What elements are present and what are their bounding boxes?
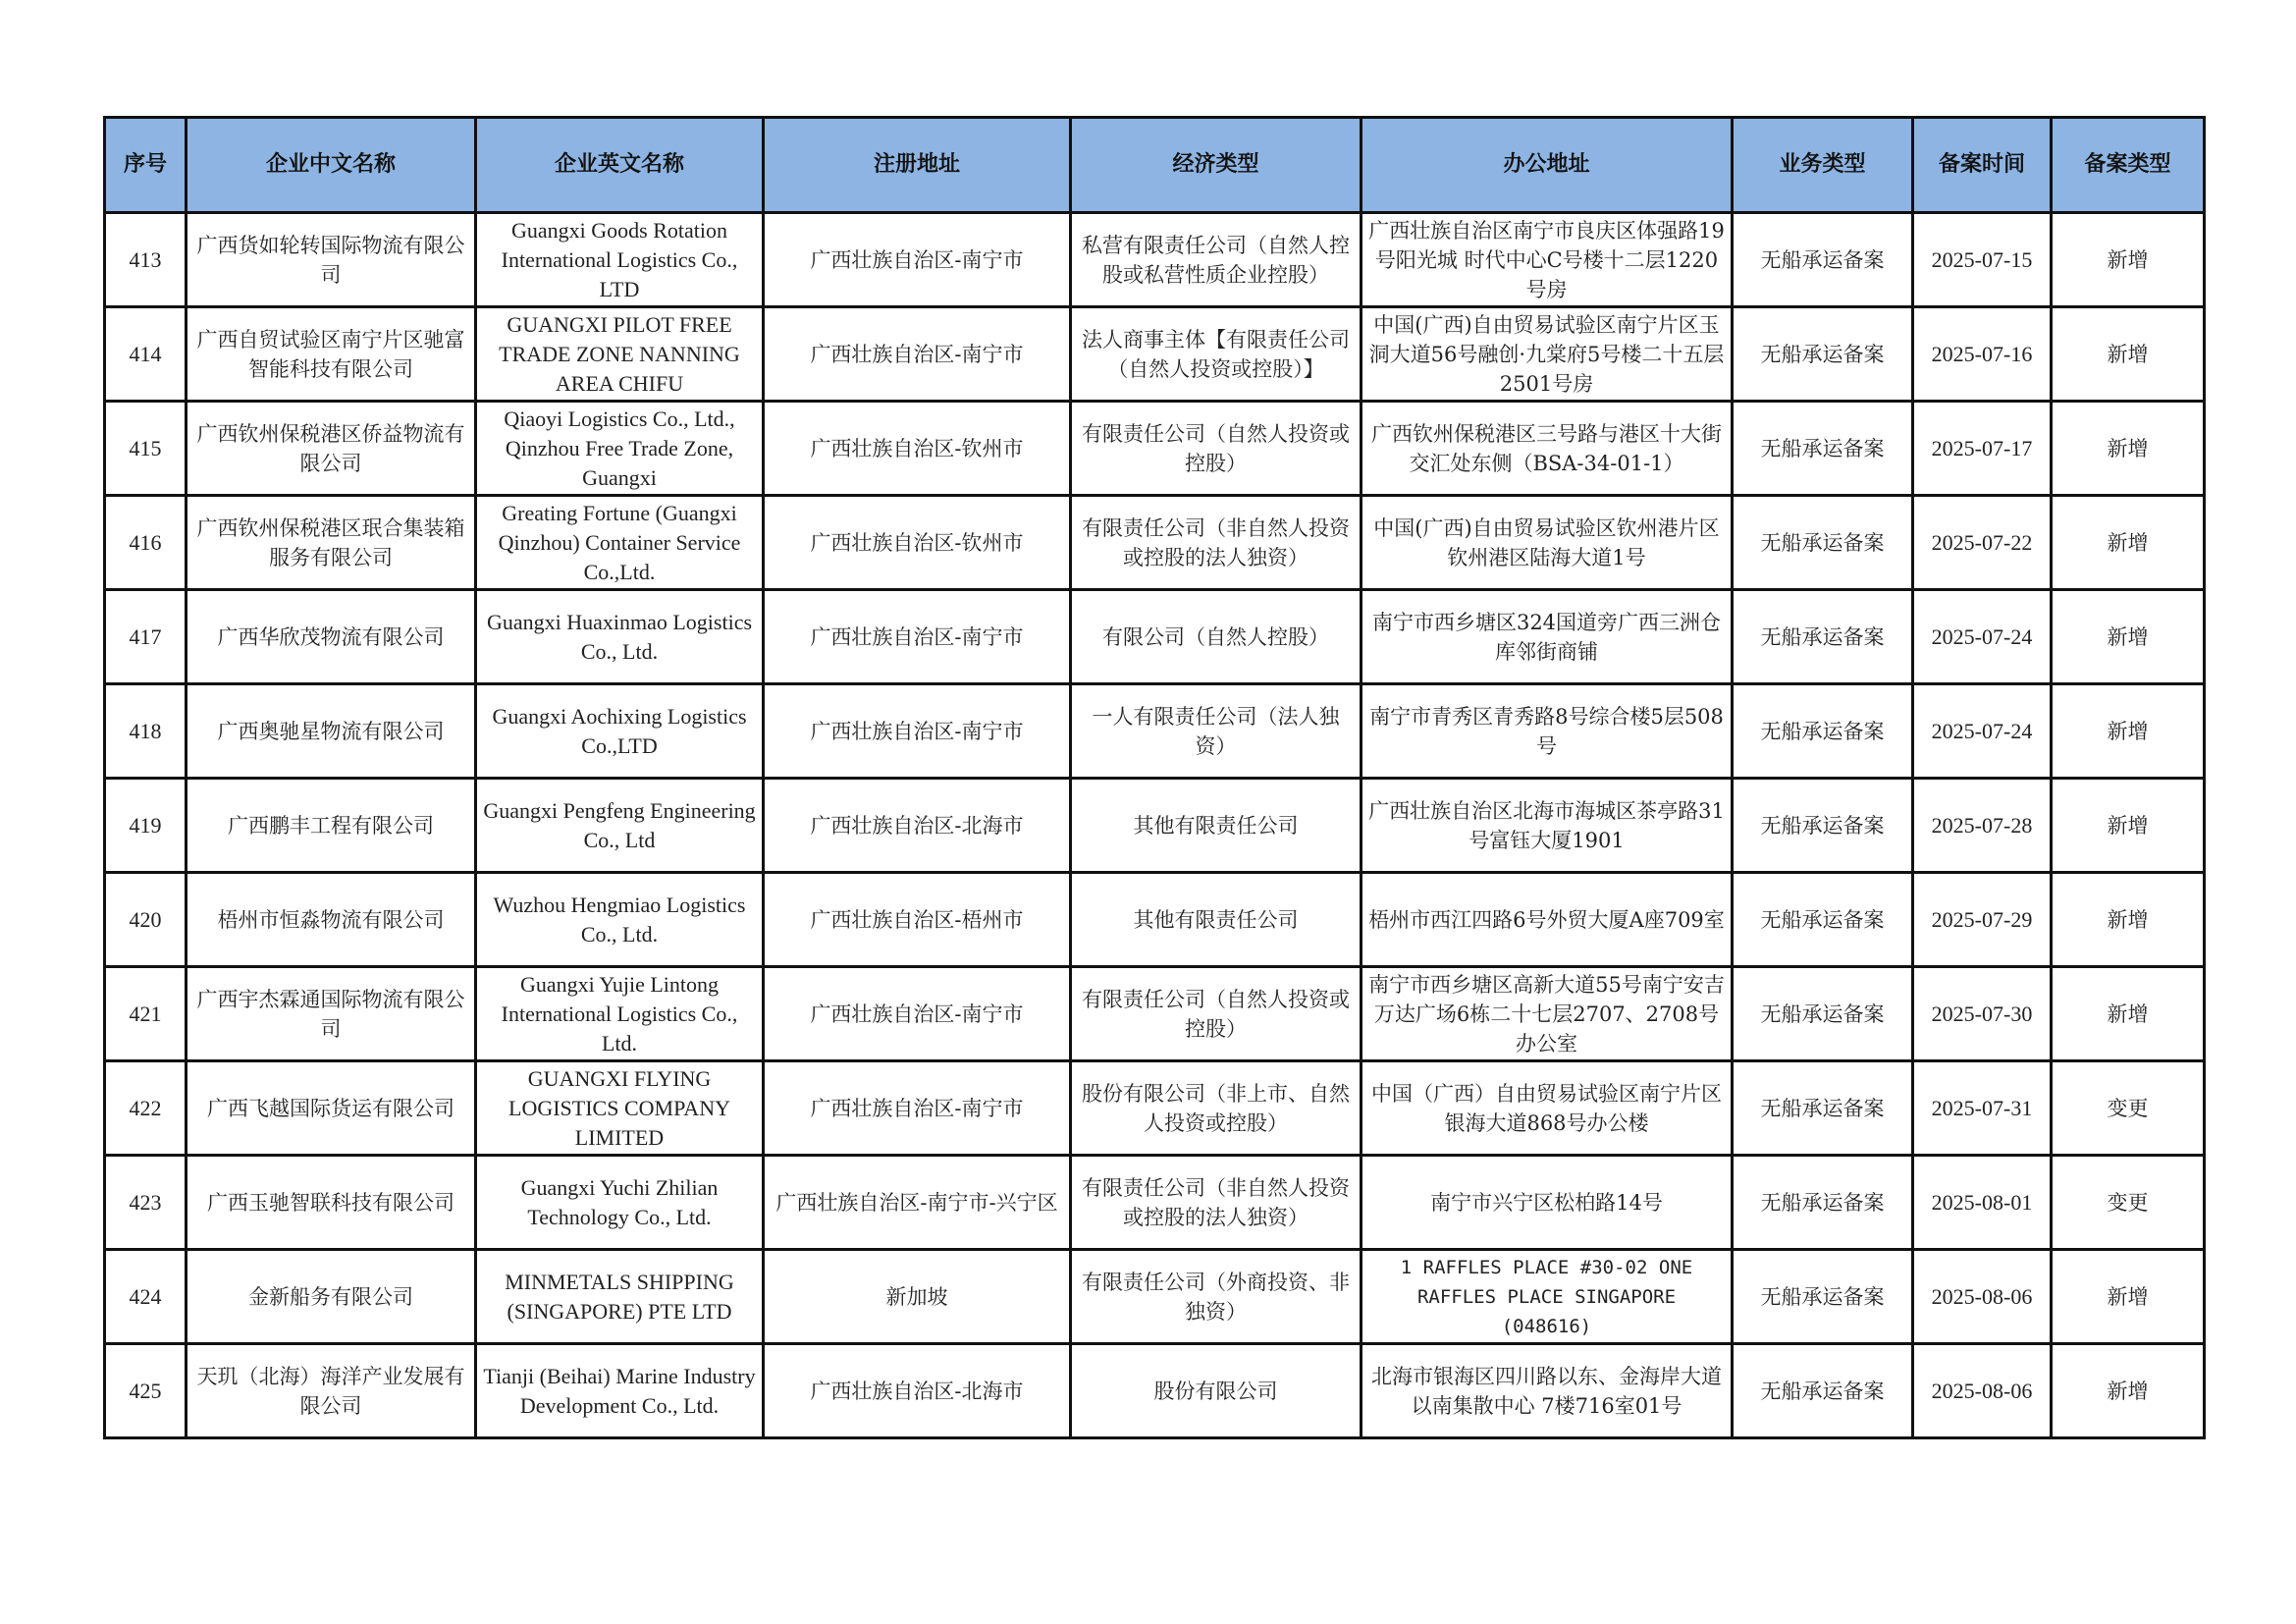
cell-company-name-en: Guangxi Huaxinmao Logistics Co., Ltd. bbox=[476, 590, 764, 684]
cell-filing-date: 2025-07-15 bbox=[1913, 213, 2052, 307]
cell-company-name-en: Guangxi Aochixing Logistics Co.,LTD bbox=[476, 684, 764, 779]
header-business-type: 业务类型 bbox=[1733, 118, 1913, 213]
cell-company-name-cn: 广西华欣茂物流有限公司 bbox=[187, 590, 476, 684]
cell-filing-type: 新增 bbox=[2052, 402, 2205, 496]
cell-company-name-en: Qiaoyi Logistics Co., Ltd., Qinzhou Free Trade Zone, Guangxi bbox=[476, 402, 764, 496]
cell-company-name-en: Tianji (Beihai) Marine Industry Development Co., Ltd. bbox=[476, 1344, 764, 1438]
cell-business-type: 无船承运备案 bbox=[1733, 1344, 1913, 1438]
cell-company-name-en: Greating Fortune (Guangxi Qinzhou) Container Service Co.,Ltd. bbox=[476, 496, 764, 590]
cell-filing-date: 2025-08-06 bbox=[1913, 1344, 2052, 1438]
cell-company-name-en: Guangxi Yuchi Zhilian Technology Co., Ltd. bbox=[476, 1156, 764, 1250]
cell-seq: 423 bbox=[105, 1156, 187, 1250]
cell-company-name-en: Wuzhou Hengmiao Logistics Co., Ltd. bbox=[476, 873, 764, 967]
cell-company-name-en: Guangxi Goods Rotation International Logistics Co., LTD bbox=[476, 213, 764, 307]
cell-business-type: 无船承运备案 bbox=[1733, 967, 1913, 1061]
cell-filing-type: 新增 bbox=[2052, 967, 2205, 1061]
cell-economic-type: 一人有限责任公司（法人独资） bbox=[1071, 684, 1362, 779]
cell-filing-type: 变更 bbox=[2052, 1156, 2205, 1250]
table-row bbox=[105, 684, 2205, 779]
cell-business-type: 无船承运备案 bbox=[1733, 307, 1913, 402]
cell-filing-type: 新增 bbox=[2052, 1250, 2205, 1344]
cell-company-name-cn: 广西鹏丰工程有限公司 bbox=[187, 779, 476, 873]
cell-filing-date: 2025-07-22 bbox=[1913, 496, 2052, 590]
cell-business-type: 无船承运备案 bbox=[1733, 213, 1913, 307]
table-row bbox=[105, 307, 2205, 402]
cell-office-address: 中国(广西)自由贸易试验区南宁片区玉洞大道56号融创·九棠府5号楼二十五层2501号房 bbox=[1362, 307, 1733, 402]
cell-filing-type: 新增 bbox=[2052, 590, 2205, 684]
cell-filing-date: 2025-08-01 bbox=[1913, 1156, 2052, 1250]
cell-registered-address: 广西壮族自治区-钦州市 bbox=[764, 402, 1071, 496]
cell-business-type: 无船承运备案 bbox=[1733, 1156, 1913, 1250]
cell-filing-date: 2025-07-29 bbox=[1913, 873, 2052, 967]
header-filing-type: 备案类型 bbox=[2052, 118, 2205, 213]
cell-filing-type: 新增 bbox=[2052, 213, 2205, 307]
cell-filing-type: 新增 bbox=[2052, 873, 2205, 967]
cell-business-type: 无船承运备案 bbox=[1733, 779, 1913, 873]
cell-company-name-cn: 广西货如轮转国际物流有限公司 bbox=[187, 213, 476, 307]
cell-registered-address: 广西壮族自治区-北海市 bbox=[764, 1344, 1071, 1438]
cell-seq: 420 bbox=[105, 873, 187, 967]
cell-registered-address: 广西壮族自治区-南宁市 bbox=[764, 1061, 1071, 1156]
filing-table bbox=[103, 116, 2206, 1439]
cell-registered-address: 广西壮族自治区-南宁市 bbox=[764, 684, 1071, 779]
table-body bbox=[105, 213, 2205, 1438]
cell-business-type: 无船承运备案 bbox=[1733, 402, 1913, 496]
cell-registered-address: 广西壮族自治区-南宁市 bbox=[764, 213, 1071, 307]
cell-filing-date: 2025-07-24 bbox=[1913, 684, 2052, 779]
cell-filing-date: 2025-07-30 bbox=[1913, 967, 2052, 1061]
cell-office-address: 南宁市西乡塘区324国道旁广西三洲仓库邻街商铺 bbox=[1362, 590, 1733, 684]
cell-seq: 414 bbox=[105, 307, 187, 402]
cell-company-name-en: GUANGXI PILOT FREE TRADE ZONE NANNING AREA CHIFU bbox=[476, 307, 764, 402]
cell-registered-address: 广西壮族自治区-南宁市 bbox=[764, 307, 1071, 402]
cell-seq: 422 bbox=[105, 1061, 187, 1156]
cell-seq: 421 bbox=[105, 967, 187, 1061]
cell-economic-type: 有限公司（自然人控股） bbox=[1071, 590, 1362, 684]
cell-company-name-cn: 广西奥驰星物流有限公司 bbox=[187, 684, 476, 779]
cell-company-name-en: Guangxi Yujie Lintong International Logistics Co., Ltd. bbox=[476, 967, 764, 1061]
cell-company-name-en: Guangxi Pengfeng Engineering Co., Ltd bbox=[476, 779, 764, 873]
cell-company-name-cn: 广西钦州保税港区侨益物流有限公司 bbox=[187, 402, 476, 496]
cell-economic-type: 其他有限责任公司 bbox=[1071, 779, 1362, 873]
cell-economic-type: 有限责任公司（非自然人投资或控股的法人独资） bbox=[1071, 1156, 1362, 1250]
table-row bbox=[105, 1250, 2205, 1344]
cell-filing-date: 2025-07-31 bbox=[1913, 1061, 2052, 1156]
cell-business-type: 无船承运备案 bbox=[1733, 1250, 1913, 1344]
table-row bbox=[105, 402, 2205, 496]
cell-office-address: 南宁市兴宁区松柏路14号 bbox=[1362, 1156, 1733, 1250]
cell-company-name-cn: 梧州市恒淼物流有限公司 bbox=[187, 873, 476, 967]
table-row bbox=[105, 779, 2205, 873]
cell-company-name-cn: 天玑（北海）海洋产业发展有限公司 bbox=[187, 1344, 476, 1438]
table-row bbox=[105, 967, 2205, 1061]
table-row bbox=[105, 873, 2205, 967]
cell-filing-date: 2025-07-17 bbox=[1913, 402, 2052, 496]
cell-office-address: 1 RAFFLES PLACE #30-02 ONE RAFFLES PLACE SINGAPORE (048616) bbox=[1362, 1250, 1733, 1344]
cell-economic-type: 股份有限公司（非上市、自然人投资或控股） bbox=[1071, 1061, 1362, 1156]
cell-seq: 413 bbox=[105, 213, 187, 307]
table-row bbox=[105, 1344, 2205, 1438]
header-economic-type: 经济类型 bbox=[1071, 118, 1362, 213]
table-row bbox=[105, 590, 2205, 684]
cell-company-name-cn: 广西宇杰霖通国际物流有限公司 bbox=[187, 967, 476, 1061]
cell-filing-type: 新增 bbox=[2052, 684, 2205, 779]
cell-office-address: 南宁市西乡塘区高新大道55号南宁安吉万达广场6栋二十七层2707、2708号办公室 bbox=[1362, 967, 1733, 1061]
cell-company-name-en: MINMETALS SHIPPING (SINGAPORE) PTE LTD bbox=[476, 1250, 764, 1344]
cell-economic-type: 法人商事主体【有限责任公司（自然人投资或控股）】 bbox=[1071, 307, 1362, 402]
cell-office-address: 广西壮族自治区南宁市良庆区体强路19号阳光城 时代中心C号楼十二层1220号房 bbox=[1362, 213, 1733, 307]
cell-registered-address: 广西壮族自治区-梧州市 bbox=[764, 873, 1071, 967]
cell-office-address: 中国(广西)自由贸易试验区钦州港片区钦州港区陆海大道1号 bbox=[1362, 496, 1733, 590]
cell-economic-type: 私营有限责任公司（自然人控股或私营性质企业控股） bbox=[1071, 213, 1362, 307]
cell-company-name-en: GUANGXI FLYING LOGISTICS COMPANY LIMITED bbox=[476, 1061, 764, 1156]
cell-seq: 419 bbox=[105, 779, 187, 873]
cell-economic-type: 有限责任公司（自然人投资或控股） bbox=[1071, 967, 1362, 1061]
header-company-name-cn: 企业中文名称 bbox=[187, 118, 476, 213]
table-row bbox=[105, 496, 2205, 590]
cell-economic-type: 其他有限责任公司 bbox=[1071, 873, 1362, 967]
cell-seq: 425 bbox=[105, 1344, 187, 1438]
cell-filing-date: 2025-07-16 bbox=[1913, 307, 2052, 402]
header-row bbox=[105, 118, 2205, 213]
cell-office-address: 北海市银海区四川路以东、金海岸大道以南集散中心 7楼716室01号 bbox=[1362, 1344, 1733, 1438]
cell-office-address: 中国（广西）自由贸易试验区南宁片区银海大道868号办公楼 bbox=[1362, 1061, 1733, 1156]
cell-business-type: 无船承运备案 bbox=[1733, 496, 1913, 590]
header-registered-address: 注册地址 bbox=[764, 118, 1071, 213]
cell-registered-address: 新加坡 bbox=[764, 1250, 1071, 1344]
cell-registered-address: 广西壮族自治区-钦州市 bbox=[764, 496, 1071, 590]
cell-registered-address: 广西壮族自治区-南宁市 bbox=[764, 590, 1071, 684]
cell-economic-type: 有限责任公司（外商投资、非独资） bbox=[1071, 1250, 1362, 1344]
cell-filing-date: 2025-08-06 bbox=[1913, 1250, 2052, 1344]
cell-filing-date: 2025-07-24 bbox=[1913, 590, 2052, 684]
cell-registered-address: 广西壮族自治区-南宁市 bbox=[764, 967, 1071, 1061]
cell-office-address: 广西钦州保税港区三号路与港区十大街交汇处东侧（BSA-34-01-1） bbox=[1362, 402, 1733, 496]
cell-office-address: 南宁市青秀区青秀路8号综合楼5层508号 bbox=[1362, 684, 1733, 779]
cell-economic-type: 股份有限公司 bbox=[1071, 1344, 1362, 1438]
cell-seq: 418 bbox=[105, 684, 187, 779]
cell-economic-type: 有限责任公司（自然人投资或控股） bbox=[1071, 402, 1362, 496]
header-seq: 序号 bbox=[105, 118, 187, 213]
cell-company-name-cn: 广西钦州保税港区珉合集装箱服务有限公司 bbox=[187, 496, 476, 590]
cell-filing-type: 变更 bbox=[2052, 1061, 2205, 1156]
cell-office-address: 梧州市西江四路6号外贸大厦A座709室 bbox=[1362, 873, 1733, 967]
header-office-address: 办公地址 bbox=[1362, 118, 1733, 213]
cell-business-type: 无船承运备案 bbox=[1733, 873, 1913, 967]
cell-filing-type: 新增 bbox=[2052, 496, 2205, 590]
cell-seq: 417 bbox=[105, 590, 187, 684]
cell-filing-type: 新增 bbox=[2052, 1344, 2205, 1438]
cell-business-type: 无船承运备案 bbox=[1733, 684, 1913, 779]
table-row bbox=[105, 1156, 2205, 1250]
cell-company-name-cn: 广西飞越国际货运有限公司 bbox=[187, 1061, 476, 1156]
cell-company-name-cn: 广西玉驰智联科技有限公司 bbox=[187, 1156, 476, 1250]
cell-seq: 416 bbox=[105, 496, 187, 590]
cell-office-address: 广西壮族自治区北海市海城区茶亭路31号富钰大厦1901 bbox=[1362, 779, 1733, 873]
cell-filing-type: 新增 bbox=[2052, 779, 2205, 873]
cell-registered-address: 广西壮族自治区-南宁市-兴宁区 bbox=[764, 1156, 1071, 1250]
cell-business-type: 无船承运备案 bbox=[1733, 590, 1913, 684]
table-row bbox=[105, 213, 2205, 307]
header-company-name-en: 企业英文名称 bbox=[476, 118, 764, 213]
cell-seq: 424 bbox=[105, 1250, 187, 1344]
cell-economic-type: 有限责任公司（非自然人投资或控股的法人独资） bbox=[1071, 496, 1362, 590]
table-row bbox=[105, 1061, 2205, 1156]
cell-business-type: 无船承运备案 bbox=[1733, 1061, 1913, 1156]
cell-seq: 415 bbox=[105, 402, 187, 496]
header-filing-date: 备案时间 bbox=[1913, 118, 2052, 213]
cell-company-name-cn: 广西自贸试验区南宁片区驰富智能科技有限公司 bbox=[187, 307, 476, 402]
cell-registered-address: 广西壮族自治区-北海市 bbox=[764, 779, 1071, 873]
cell-filing-type: 新增 bbox=[2052, 307, 2205, 402]
cell-filing-date: 2025-07-28 bbox=[1913, 779, 2052, 873]
cell-company-name-cn: 金新船务有限公司 bbox=[187, 1250, 476, 1344]
